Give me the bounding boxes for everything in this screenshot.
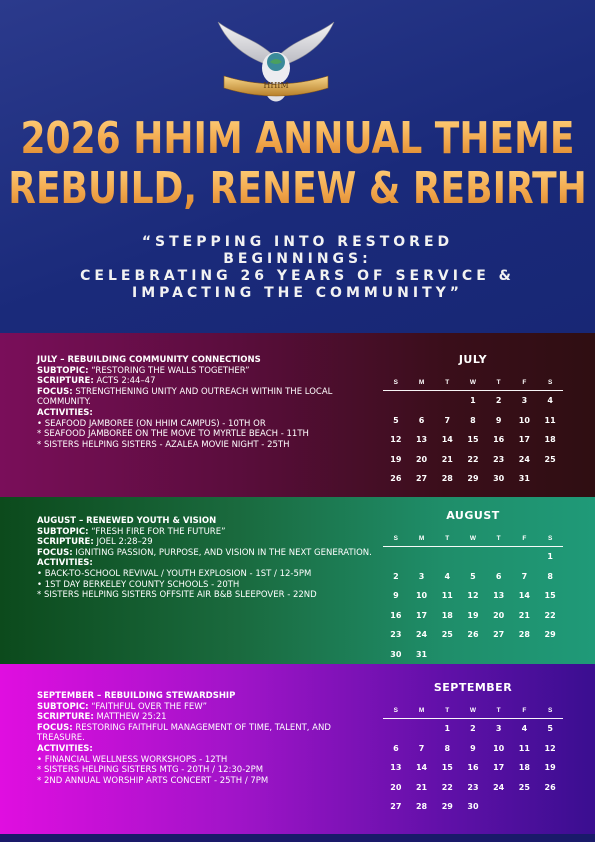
activities-label: ACTIVITIES: (37, 743, 93, 754)
september-section (0, 664, 595, 834)
calendar-day: 1 (470, 396, 476, 406)
scripture-text: JOEL 2:28–29 (93, 537, 153, 548)
logo-banner-text: HHIM (263, 81, 289, 90)
calendar-day (434, 547, 460, 567)
quote-line: BEGINNINGS: (223, 251, 372, 267)
calendar-day: 9 (393, 591, 399, 601)
weekday-header-row (383, 530, 563, 547)
calendar-week-row (383, 391, 563, 411)
calendar-day (460, 645, 486, 665)
weekday-header-row (383, 374, 563, 391)
calendar-day: 13 (493, 591, 505, 601)
quote-line: CELEBRATING 26 YEARS OF SERVICE & (80, 268, 515, 284)
focus-line (37, 723, 372, 744)
weekday-label: M (409, 530, 435, 547)
calendar-day: 15 (441, 763, 453, 773)
month-info (37, 516, 372, 601)
calendar-day: 24 (493, 782, 505, 792)
calendar-day (512, 645, 538, 665)
calendar-day: 8 (444, 743, 451, 753)
focus-text: IGNITING PASSION, PURPOSE, AND VISION IN THE NEXT GENERATION. (72, 547, 372, 558)
august-section (0, 497, 595, 664)
calendar-day (537, 645, 563, 665)
dove-logo (216, 18, 336, 108)
calendar-day: 2 (393, 571, 399, 581)
calendar-day: 9 (495, 415, 502, 425)
focus-line (37, 548, 372, 559)
calendar-day (460, 547, 486, 567)
calendar-grid (383, 374, 563, 489)
weekday-label: F (512, 530, 538, 547)
calendar-grid (383, 530, 563, 664)
calendar-day: 20 (415, 454, 428, 464)
calendar-day (537, 469, 563, 489)
scripture-label: SCRIPTURE: (37, 712, 94, 723)
calendar-day: 15 (467, 435, 479, 445)
calendar-day (434, 391, 460, 411)
calendar-week-row (383, 797, 563, 817)
calendar-day: 21 (415, 782, 428, 792)
calendar-week-row (383, 625, 563, 645)
activity-item: • BACK-TO-SCHOOL REVIVAL / YOUTH EXPLOSION - 1ST / 12-5PM (37, 568, 312, 579)
calendar-day: 28 (441, 474, 453, 484)
calendar-week-row (383, 758, 563, 778)
calendar-day: 20 (390, 782, 402, 792)
weekday-label: S (537, 374, 563, 391)
calendar-day: 25 (518, 782, 530, 792)
calendar-day: 19 (390, 454, 402, 464)
calendar-week-row (383, 450, 563, 470)
month-heading: JULY – REBUILDING COMMUNITY CONNECTIONS (37, 355, 261, 365)
month-calendar (383, 681, 563, 817)
calendar-day: 18 (441, 610, 453, 620)
calendar-week-row (383, 411, 563, 431)
calendar-week-row (383, 567, 563, 587)
activity-item: • FINANCIAL WELLNESS WORKSHOPS - 12TH (37, 754, 228, 765)
calendar-day: 30 (467, 802, 479, 812)
month-calendar (383, 509, 563, 664)
focus-line (37, 387, 372, 408)
activity-item: • 1ST DAY BERKELEY COUNTY SCHOOLS - 20TH (37, 579, 240, 590)
calendar-day: 14 (441, 435, 453, 445)
activities-label: ACTIVITIES: (37, 558, 93, 569)
calendar-week-row (383, 739, 563, 759)
title-line-2: REBUILD, RENEW & REBIRTH (0, 166, 595, 214)
theme-quote (20, 234, 575, 302)
weekday-label: M (409, 702, 435, 719)
calendar-day (486, 547, 512, 567)
calendar-day: 11 (518, 743, 530, 753)
focus-label: FOCUS: (37, 547, 73, 558)
calendar-day: 2 (470, 724, 476, 734)
activity-item: * SEAFOOD JAMBOREE ON THE MOVE TO MYRTLE BEACH - 11TH (37, 429, 309, 440)
calendar-day: 26 (544, 782, 556, 792)
weekday-label: M (409, 374, 435, 391)
bottom-band (0, 834, 595, 842)
calendar-day: 6 (393, 743, 399, 753)
calendar-day: 27 (415, 474, 428, 484)
subtopic-text: “RESTORING THE WALLS TOGETHER” (88, 365, 250, 376)
calendar-day: 29 (441, 802, 453, 812)
subtopic-line (37, 702, 372, 713)
scripture-label: SCRIPTURE: (37, 537, 94, 548)
calendar-day (409, 391, 435, 411)
calendar-day: 23 (390, 630, 402, 640)
month-heading: SEPTEMBER – REBUILDING STEWARDSHIP (37, 691, 236, 701)
calendar-day: 13 (415, 435, 428, 445)
calendar-day: 3 (521, 396, 528, 406)
calendar-day: 21 (441, 454, 453, 464)
calendar-day (409, 547, 435, 567)
calendar-day (383, 547, 409, 567)
scripture-label: SCRIPTURE: (37, 376, 94, 387)
calendar-month-title: JULY (458, 353, 488, 366)
calendar-day: 10 (415, 591, 428, 601)
calendar-week-row (383, 469, 563, 489)
calendar-grid (383, 702, 563, 817)
calendar-day (434, 645, 460, 665)
activity-item: * SISTERS HELPING SISTERS - AZALEA MOVIE NIGHT - 25TH (37, 439, 290, 450)
calendar-day (383, 391, 409, 411)
calendar-week-row (383, 778, 563, 798)
calendar-day: 5 (470, 571, 476, 581)
calendar-day: 14 (415, 763, 428, 773)
subtopic-line (37, 527, 372, 538)
calendar-day: 31 (415, 649, 428, 659)
calendar-week-row (383, 547, 563, 567)
july-section (0, 333, 595, 497)
month-heading: AUGUST – RENEWED YOUTH & VISION (37, 516, 217, 526)
calendar-day: 7 (521, 571, 528, 581)
calendar-day: 30 (493, 474, 505, 484)
scripture-text: ACTS 2:44–47 (93, 376, 156, 387)
calendar-day: 4 (547, 396, 553, 406)
calendar-day: 25 (544, 454, 556, 464)
calendar-day: 19 (544, 763, 556, 773)
calendar-day: 30 (390, 649, 402, 659)
calendar-day: 21 (518, 610, 530, 620)
calendar-day: 12 (390, 435, 402, 445)
weekday-header-row (383, 702, 563, 719)
calendar-day: 24 (415, 630, 428, 640)
calendar-day: 18 (518, 763, 530, 773)
calendar-day (383, 719, 409, 739)
calendar-day: 28 (518, 630, 530, 640)
calendar-day: 18 (544, 435, 556, 445)
calendar-day: 17 (518, 435, 530, 445)
calendar-week-row (383, 430, 563, 450)
weekday-label: W (460, 530, 486, 547)
focus-text: STRENGTHENING UNITY AND OUTREACH WITHIN THE LOCAL COMMUNITY. (37, 386, 333, 408)
calendar-month-title: AUGUST (446, 509, 500, 522)
subtopic-text: “FRESH FIRE FOR THE FUTURE” (88, 526, 226, 537)
calendar-day: 5 (547, 724, 553, 734)
calendar-day: 27 (390, 802, 402, 812)
focus-label: FOCUS: (37, 722, 73, 733)
calendar-day: 26 (467, 630, 479, 640)
weekday-label: T (486, 530, 512, 547)
calendar-day: 1 (444, 724, 451, 734)
calendar-day: 11 (441, 591, 453, 601)
calendar-day: 27 (493, 630, 505, 640)
focus-text: RESTORING FAITHFUL MANAGEMENT OF TIME, TALENT, AND TREASURE. (37, 722, 331, 744)
calendar-day: 2 (495, 396, 502, 406)
calendar-day: 23 (493, 454, 505, 464)
month-info (37, 691, 372, 786)
calendar-day: 29 (544, 630, 556, 640)
calendar-day: 16 (467, 763, 479, 773)
calendar-day: 29 (467, 474, 479, 484)
weekday-label: S (383, 530, 409, 547)
calendar-day (512, 797, 538, 817)
weekday-label: F (512, 374, 538, 391)
calendar-week-row (383, 606, 563, 626)
calendar-day: 7 (444, 415, 451, 425)
calendar-month-title: SEPTEMBER (433, 681, 513, 694)
header (0, 0, 595, 333)
calendar-day: 9 (470, 743, 476, 753)
calendar-day: 12 (544, 743, 556, 753)
activity-item: * SISTERS HELPING SISTERS MTG - 20TH / 12:30-2PM (37, 765, 264, 776)
quote-line: “STEPPING INTO RESTORED (141, 234, 454, 250)
calendar-day: 6 (495, 571, 502, 581)
weekday-label: F (512, 702, 538, 719)
calendar-day: 8 (470, 415, 476, 425)
calendar-day: 28 (415, 802, 428, 812)
calendar-day: 25 (441, 630, 453, 640)
calendar-day: 17 (415, 610, 428, 620)
subtopic-label: SUBTOPIC: (37, 701, 89, 712)
weekday-label: S (537, 702, 563, 719)
weekday-label: T (434, 702, 460, 719)
calendar-day: 10 (493, 743, 505, 753)
calendar-day: 1 (547, 552, 553, 562)
calendar-day: 10 (518, 415, 530, 425)
calendar-day: 31 (518, 474, 530, 484)
activity-item: * SISTERS HELPING SISTERS OFFSITE AIR B&B SLEEPOVER - 22ND (37, 590, 317, 601)
calendar-day: 5 (393, 415, 399, 425)
weekday-label: T (486, 702, 512, 719)
calendar-week-row (383, 719, 563, 739)
activity-item: • SEAFOOD JAMBOREE (ON HHIM CAMPUS) - 10TH OR (37, 418, 266, 429)
calendar-day (486, 797, 512, 817)
activities-label: ACTIVITIES: (37, 407, 93, 418)
subtopic-text: “FAITHFUL OVER THE FEW” (88, 701, 208, 712)
quote-line: IMPACTING THE COMMUNITY” (132, 285, 463, 301)
calendar-day: 4 (521, 724, 528, 734)
calendar-day: 11 (544, 415, 556, 425)
weekday-label: S (383, 702, 409, 719)
calendar-day: 8 (547, 571, 553, 581)
subtopic-line (37, 366, 372, 377)
calendar-day: 23 (467, 782, 479, 792)
title-line-1: 2026 HHIM ANNUAL THEME (0, 116, 595, 164)
calendar-week-row (383, 645, 563, 665)
calendar-day: 4 (444, 571, 451, 581)
weekday-label: W (460, 702, 486, 719)
focus-label: FOCUS: (37, 386, 73, 397)
calendar-day: 16 (390, 610, 402, 620)
weekday-label: T (434, 374, 460, 391)
calendar-day: 24 (518, 454, 530, 464)
calendar-day: 17 (493, 763, 505, 773)
calendar-day: 16 (493, 435, 505, 445)
weekday-label: T (486, 374, 512, 391)
calendar-day: 6 (418, 415, 425, 425)
calendar-day: 22 (441, 782, 453, 792)
calendar-day (512, 547, 538, 567)
calendar-day: 22 (544, 610, 556, 620)
activity-item: * 2ND ANNUAL WORSHIP ARTS CONCERT - 25TH / 7PM (37, 775, 269, 786)
month-info (37, 355, 372, 450)
scripture-line (37, 712, 372, 723)
calendar-week-row (383, 586, 563, 606)
calendar-day: 19 (467, 610, 479, 620)
calendar-day: 7 (418, 743, 425, 753)
weekday-label: W (460, 374, 486, 391)
calendar-day: 3 (418, 571, 425, 581)
calendar-day: 13 (390, 763, 402, 773)
subtopic-label: SUBTOPIC: (37, 365, 89, 376)
calendar-day: 3 (495, 724, 502, 734)
scripture-line (37, 376, 372, 387)
month-calendar (383, 353, 563, 489)
scripture-line (37, 537, 372, 548)
calendar-day: 20 (493, 610, 505, 620)
calendar-day: 12 (467, 591, 479, 601)
subtopic-label: SUBTOPIC: (37, 526, 89, 537)
scripture-text: MATTHEW 25:21 (93, 712, 167, 723)
calendar-day (537, 797, 563, 817)
calendar-day: 15 (544, 591, 556, 601)
weekday-label: S (537, 530, 563, 547)
calendar-day: 22 (467, 454, 479, 464)
calendar-day (486, 645, 512, 665)
calendar-day (409, 719, 435, 739)
calendar-day: 26 (390, 474, 402, 484)
calendar-day: 14 (518, 591, 530, 601)
weekday-label: T (434, 530, 460, 547)
weekday-label: S (383, 374, 409, 391)
